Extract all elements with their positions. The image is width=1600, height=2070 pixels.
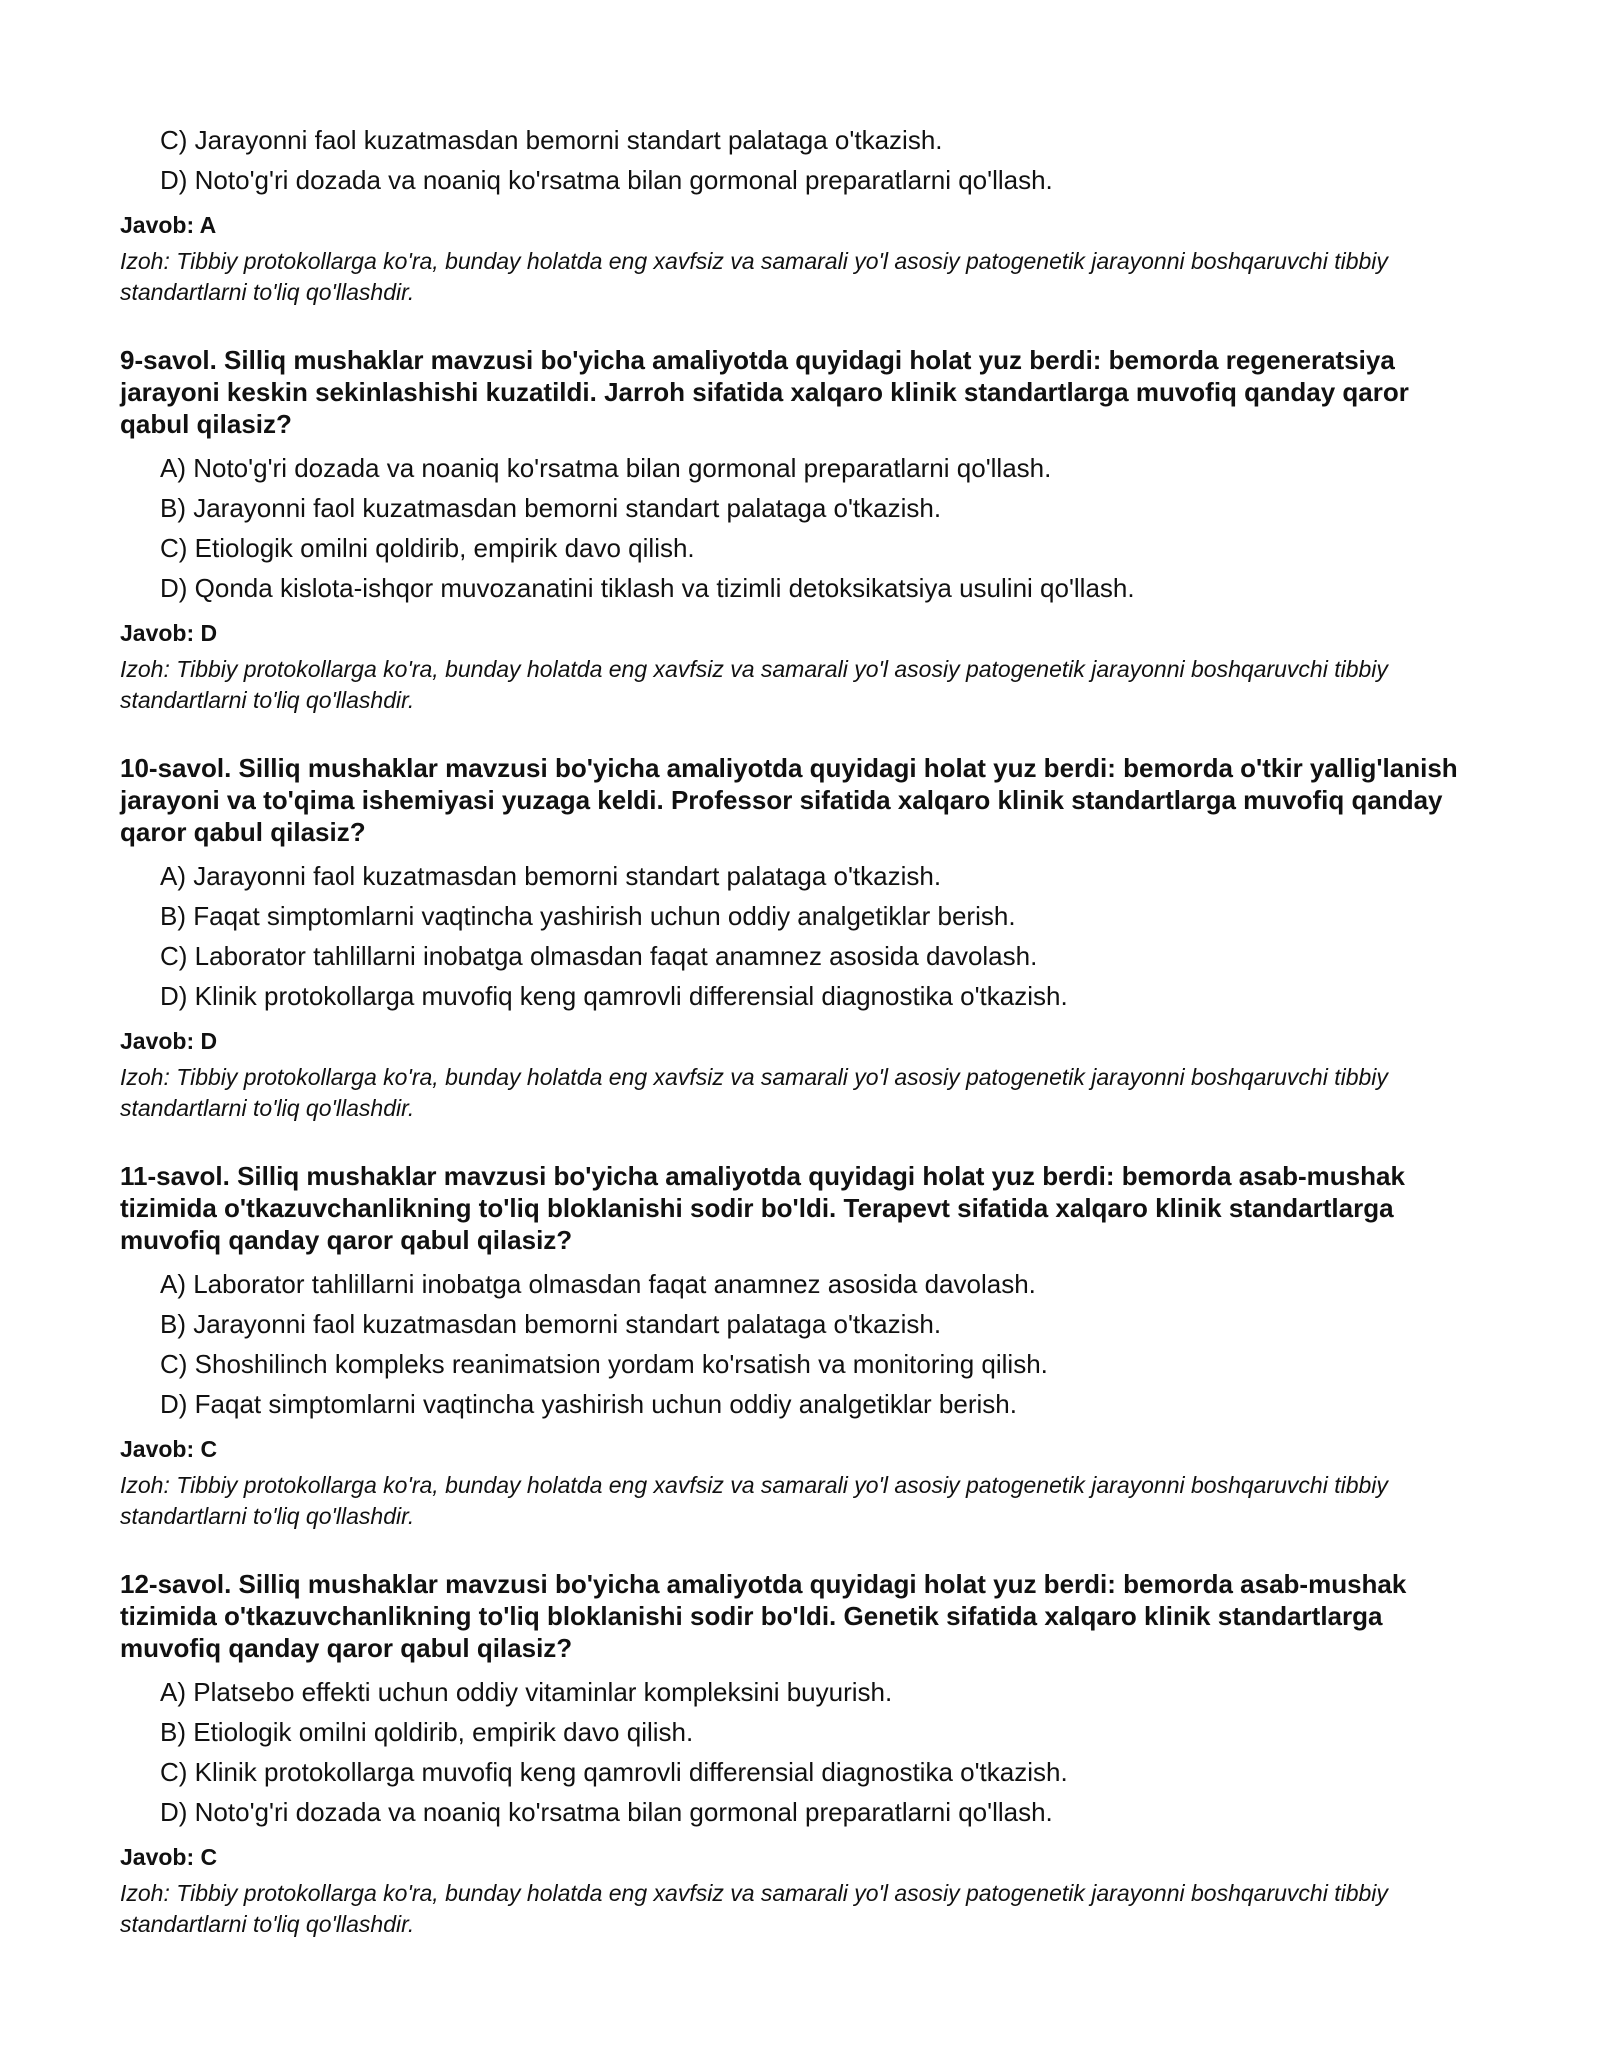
option-d: D) Noto'g'ri dozada va noaniq ko'rsatma bilan gormonal preparatlarni qo'llash.: [160, 165, 1053, 195]
option-b: B) Etiologik omilni qoldirib, empirik davo qilish.: [160, 1717, 694, 1747]
answer-label: Javob: A: [120, 212, 217, 238]
option-d: D) Noto'g'ri dozada va noaniq ko'rsatma bilan gormonal preparatlarni qo'llash.: [160, 1797, 1053, 1827]
answer-label: Javob: D: [120, 620, 218, 646]
question-10: [120, 752, 1480, 1124]
explanation-note: Izoh: Tibbiy protokollarga ko'ra, bunday holatda eng xavfsiz va samarali yo'l asosiy patogenetik jarayonni boshqaruvchi tibbiy standartlarni to'liq qo'llashdir.: [120, 248, 1388, 305]
options-list: [120, 1264, 1480, 1424]
option-b: B) Faqat simptomlarni vaqtincha yashirish uchun oddiy analgetiklar berish.: [160, 901, 1016, 931]
question-title: 12-savol. Silliq mushaklar mavzusi bo'yicha amaliyotda quyidagi holat yuz berdi: bemorda asab-mushak tizimida o'tkazuvchanlikning to'liq bloklanishi sodir bo'ldi. Genetik sifatida xalqaro klinik standartlarga muvofiq qanday qaror qabul qilasiz?: [120, 1569, 1407, 1663]
explanation-note: Izoh: Tibbiy protokollarga ko'ra, bunday holatda eng xavfsiz va samarali yo'l asosiy patogenetik jarayonni boshqaruvchi tibbiy standartlarni to'liq qo'llashdir.: [120, 1064, 1388, 1121]
option-c: C) Shoshilinch kompleks reanimatsion yordam ko'rsatish va monitoring qilish.: [160, 1349, 1048, 1379]
answer-label: Javob: D: [120, 1028, 218, 1054]
answer-label: Javob: C: [120, 1844, 218, 1870]
option-d: D) Klinik protokollarga muvofiq keng qamrovli differensial diagnostika o'tkazish.: [160, 981, 1068, 1011]
explanation-note: Izoh: Tibbiy protokollarga ko'ra, bunday holatda eng xavfsiz va samarali yo'l asosiy patogenetik jarayonni boshqaruvchi tibbiy standartlarni to'liq qo'llashdir.: [120, 656, 1388, 713]
question-title: 10-savol. Silliq mushaklar mavzusi bo'yicha amaliyotda quyidagi holat yuz berdi: bemorda o'tkir yallig'lanish jarayoni va to'qima ishemiyasi yuzaga keldi. Professor sifatida xalqaro klinik standartlarga muvofiq qanday qaror qabul qilasiz?: [120, 753, 1458, 847]
document-page: [120, 120, 1480, 1940]
option-a: A) Laborator tahlillarni inobatga olmasdan faqat anamnez asosida davolash.: [160, 1269, 1036, 1299]
option-c: C) Laborator tahlillarni inobatga olmasdan faqat anamnez asosida davolash.: [160, 941, 1038, 971]
question-9: [120, 344, 1480, 716]
option-d: D) Faqat simptomlarni vaqtincha yashirish uchun oddiy analgetiklar berish.: [160, 1389, 1017, 1419]
options-list: [120, 1672, 1480, 1832]
option-c: C) Klinik protokollarga muvofiq keng qamrovli differensial diagnostika o'tkazish.: [160, 1757, 1068, 1787]
option-a: A) Platsebo effekti uchun oddiy vitaminlar kompleksini buyurish.: [160, 1677, 893, 1707]
question-title: 11-savol. Silliq mushaklar mavzusi bo'yicha amaliyotda quyidagi holat yuz berdi: bemorda asab-mushak tizimida o'tkazuvchanlikning to'liq bloklanishi sodir bo'ldi. Terapevt sifatida xalqaro klinik standartlarga muvofiq qanday qaror qabul qilasiz?: [120, 1161, 1405, 1255]
option-b: B) Jarayonni faol kuzatmasdan bemorni standart palataga o'tkazish.: [160, 1309, 942, 1339]
option-a: A) Jarayonni faol kuzatmasdan bemorni standart palataga o'tkazish.: [160, 861, 942, 891]
options-list: [120, 120, 1480, 200]
option-b: B) Jarayonni faol kuzatmasdan bemorni standart palataga o'tkazish.: [160, 493, 942, 523]
question-12: [120, 1568, 1480, 1940]
option-a: A) Noto'g'ri dozada va noaniq ko'rsatma bilan gormonal preparatlarni qo'llash.: [160, 453, 1052, 483]
explanation-note: Izoh: Tibbiy protokollarga ko'ra, bunday holatda eng xavfsiz va samarali yo'l asosiy patogenetik jarayonni boshqaruvchi tibbiy standartlarni to'liq qo'llashdir.: [120, 1472, 1388, 1529]
option-c: C) Etiologik omilni qoldirib, empirik davo qilish.: [160, 533, 695, 563]
option-c: C) Jarayonni faol kuzatmasdan bemorni standart palataga o'tkazish.: [160, 125, 943, 155]
options-list: [120, 856, 1480, 1016]
question-8-continuation: [120, 120, 1480, 308]
question-11: [120, 1160, 1480, 1532]
option-d: D) Qonda kislota-ishqor muvozanatini tiklash va tizimli detoksikatsiya usulini qo'llash.: [160, 573, 1135, 603]
options-list: [120, 448, 1480, 608]
answer-label: Javob: C: [120, 1436, 218, 1462]
explanation-note: Izoh: Tibbiy protokollarga ko'ra, bunday holatda eng xavfsiz va samarali yo'l asosiy patogenetik jarayonni boshqaruvchi tibbiy standartlarni to'liq qo'llashdir.: [120, 1880, 1388, 1937]
question-title: 9-savol. Silliq mushaklar mavzusi bo'yicha amaliyotda quyidagi holat yuz berdi: bemorda regeneratsiya jarayoni keskin sekinlashishi kuzatildi. Jarroh sifatida xalqaro klinik standartlarga muvofiq qanday qaror qabul qilasiz?: [120, 345, 1409, 439]
